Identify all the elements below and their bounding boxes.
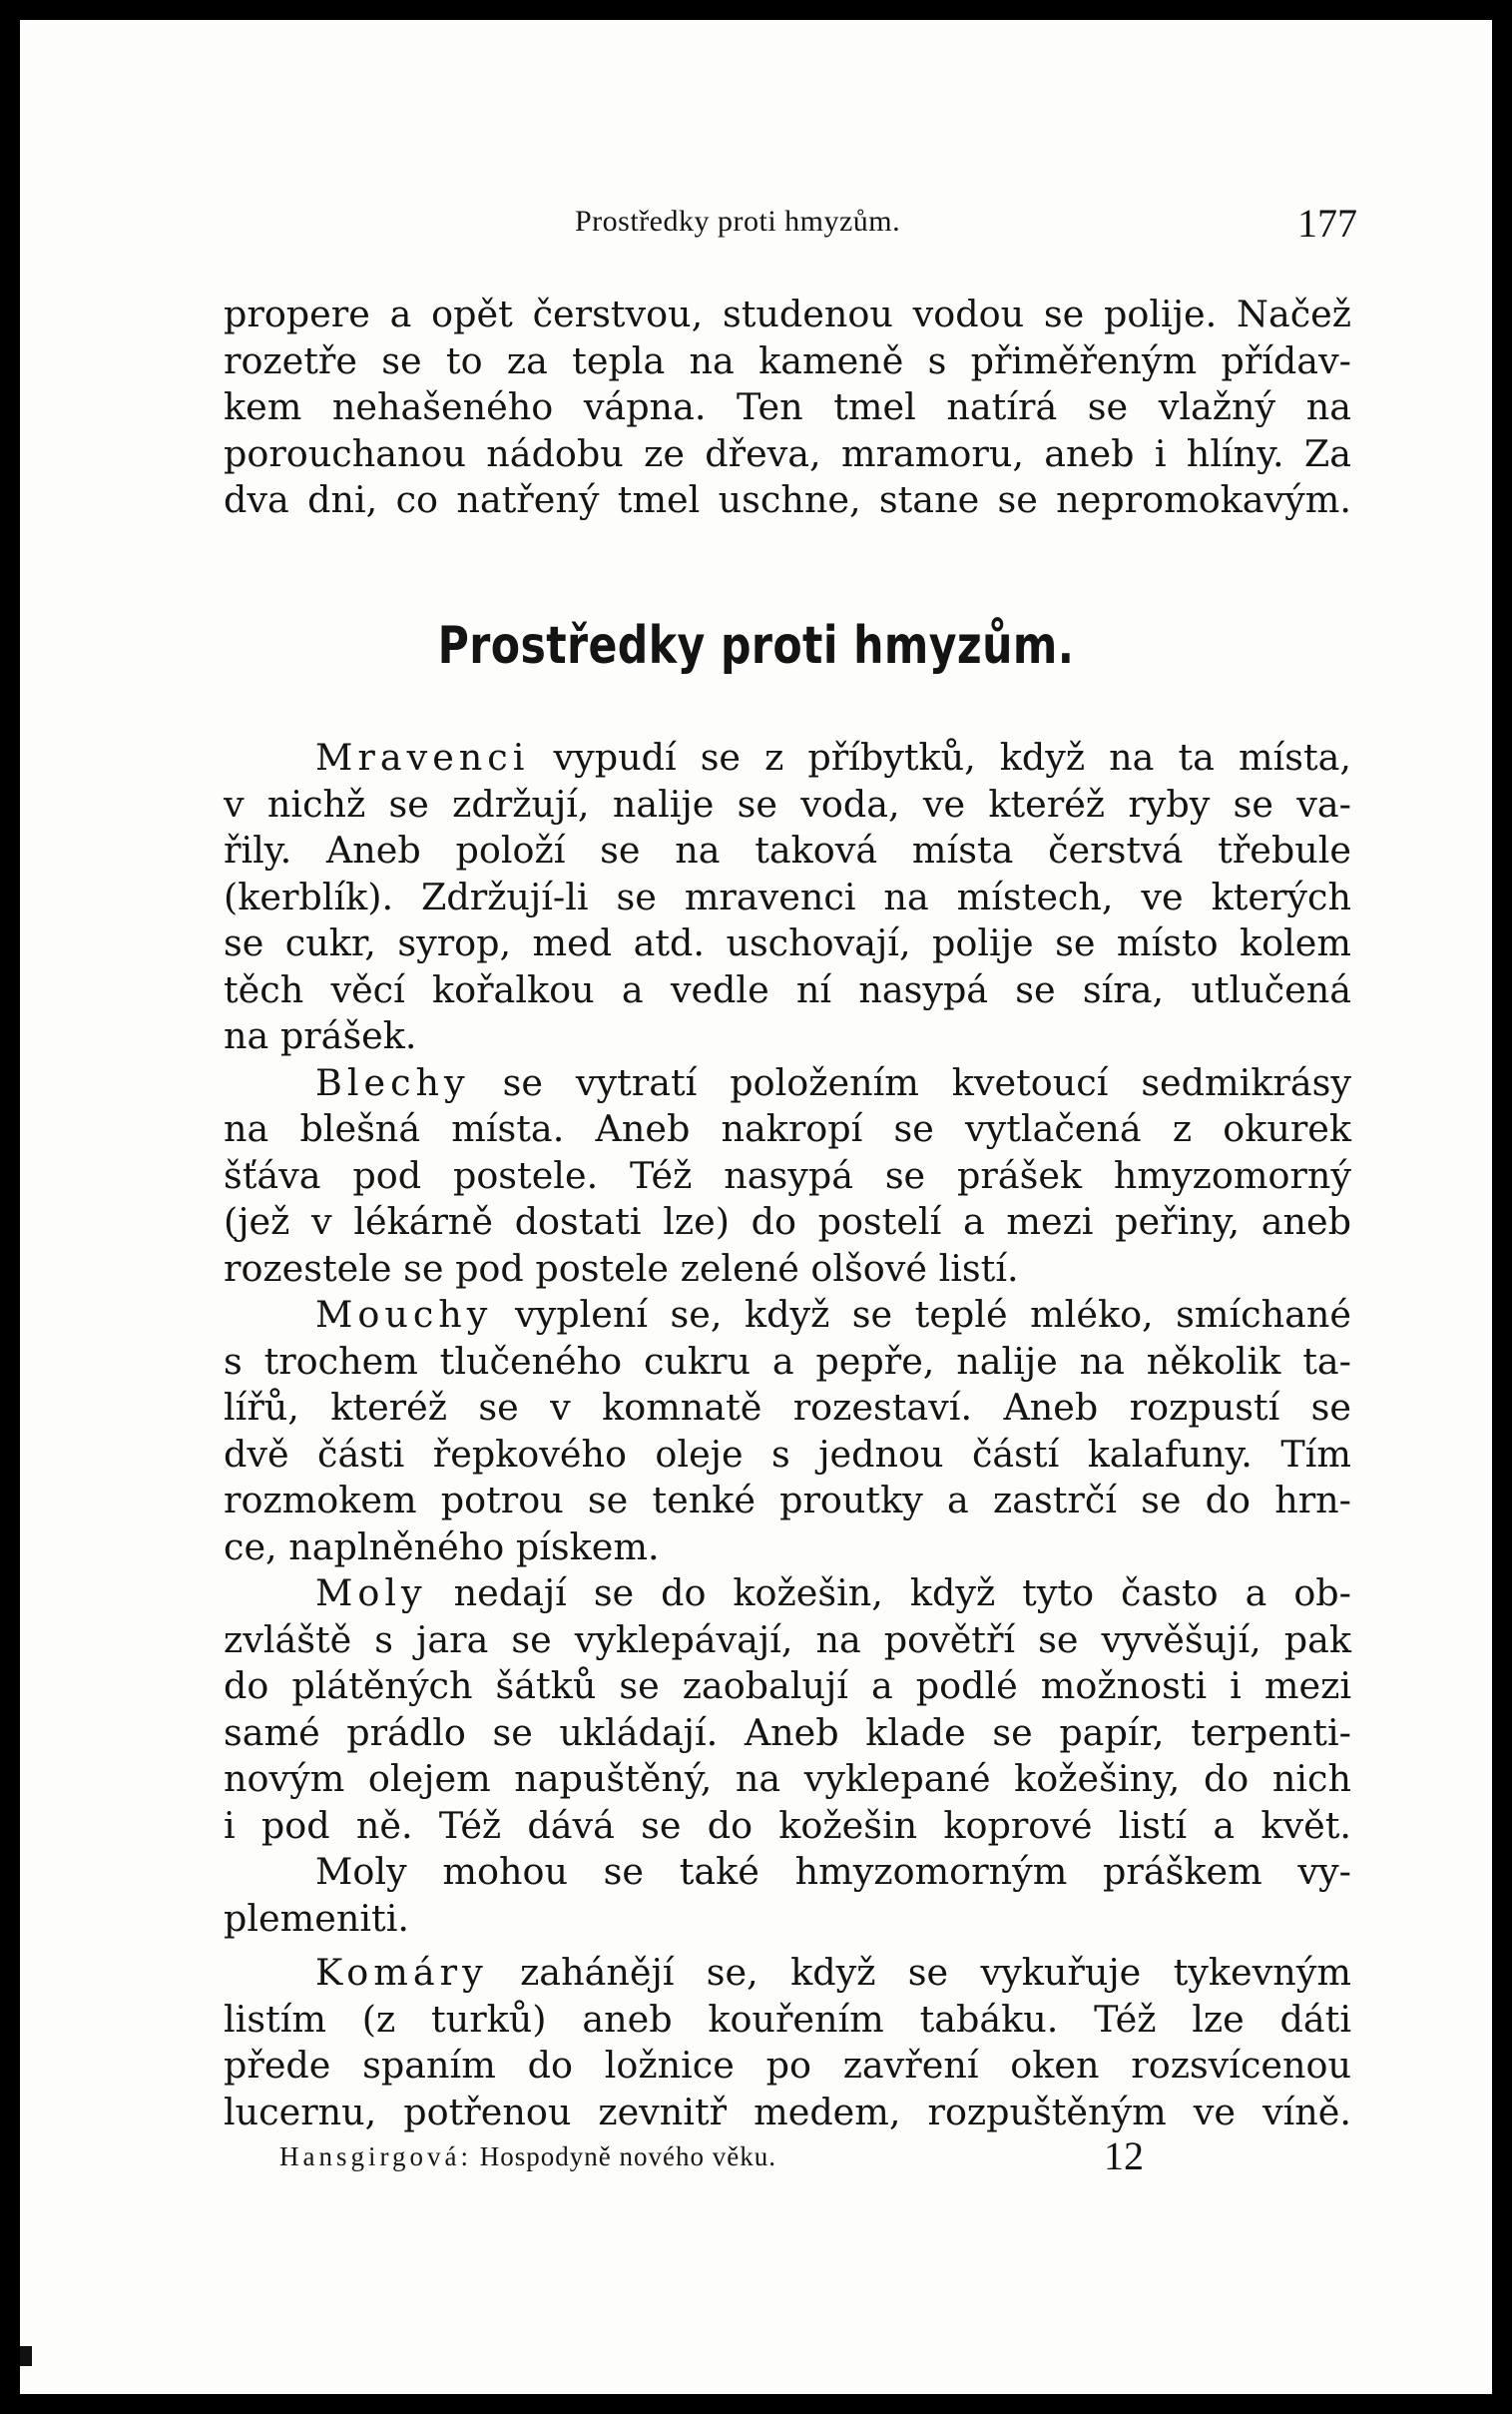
text-line: Moly nedají se do kožešin, když tyto často a ob- [315,1571,1351,1614]
text-line: Moly mohou se také hmyzomorným práškem vy- [315,1850,1351,1893]
footer-book-title: Hospodyně nového věku. [479,2141,776,2171]
text-line: přede spaním do ložnice po zavření oken rozsvícenou [224,2044,1351,2087]
text-line: samé prádlo se ukládají. Aneb klade se papír, terpenti- [224,1710,1351,1754]
text-line: kem nehašeného vápna. Ten tmel natírá se vlažný na [224,385,1351,428]
book-page [20,20,1492,2394]
text-line: s trochem tlučeného cukru a pepře, nalije na několik ta- [224,1339,1351,1383]
text-line: rozmokem potrou se tenké proutky a zastrčí se do hrn- [224,1479,1351,1521]
continuation-paragraph [224,292,1351,524]
scan-edge-mark [20,2346,32,2366]
paragraph-keyword: Blechy [315,1060,470,1104]
text-line: Mouchy vyplení se, když se teplé mléko, smíchané [315,1293,1351,1336]
text-line: dvě části řepkového oleje s jednou částí kalafuny. Tím [224,1432,1351,1476]
signature-number: 12 [1104,2133,1144,2178]
page-number: 177 [1297,201,1357,246]
text-line: propere a opět čerstvou, studenou vodou se polije. Načež [224,293,1351,335]
text-line: řily. Aneb položí se na taková místa čerstvá třebule [224,829,1351,872]
footer-author: Hansgirgová: [279,2141,472,2171]
text-line: lucernu, potřenou zevnitř medem, rozpuštěným ve víně. [224,2090,1351,2133]
text-line: Mravenci vypudí se z příbytků, když na ta místa, [315,736,1351,779]
text-line: v nichž se zdržují, nalije se voda, ve kteréž ryby se va- [224,782,1351,826]
text-line: rozestele se pod postele zelené olšové listí. [224,1246,1019,1290]
text-line: i pod ně. Též dává se do kožešin koprové listí a květ. [224,1803,1351,1847]
text-line: na blešná místa. Aneb nakropí se vytlačená z okurek [224,1107,1351,1150]
text-line: se cukr, syrop, med atd. uschovají, polije se místo kolem [224,921,1351,964]
running-head: Prostředky proti hmyzům. [575,205,901,238]
text-line: na prášek. [224,1014,417,1057]
text-line: do plátěných šátků se zaobalují a podlé možnosti i mezi [224,1664,1351,1707]
text-line: ce, naplněného pískem. [224,1524,660,1568]
text-line: (kerblík). Zdržují-li se mravenci na místech, ve kterých [224,875,1351,918]
text-line: šťáva pod postele. Též nasypá se prášek hmyzomorný [224,1153,1351,1197]
paragraph-keyword: Komáry [315,1951,488,1994]
text-line: porouchanou nádobu ze dřeva, mramoru, aneb i hlíny. Za [224,431,1351,475]
main-text [224,735,1351,2135]
text-line: Blechy se vytratí položením kvetoucí sedmikrásy [315,1060,1351,1104]
text-line: listím (z turků) aneb kouřením tabáku. Též lze dáti [224,1997,1351,2041]
text-line: plemeniti. [224,1896,409,1940]
paragraph-keyword: Mravenci [315,736,530,779]
text-line: těch věcí kořalkou a vedle ní nasypá se síra, utlučená [224,967,1351,1011]
paragraph-keyword: Moly [315,1571,427,1614]
text-line: lířů, kteréž se v komnatě rozestaví. Aneb rozpustí se [224,1386,1351,1429]
text-line: rozetře se to za tepla na kameně s přiměřeným přídav- [224,338,1351,382]
text-line: Komáry zahánějí se, když se vykuřuje tykevným [315,1951,1351,1994]
text-line: (jež v lékárně dostati lze) do postelí a mezi peřiny, aneb [224,1200,1351,1243]
text-line: dva dni, co natřený tmel uschne, stane se nepromokavým. [224,478,1351,521]
paragraph-keyword: Mouchy [315,1293,493,1336]
signature-line [279,2141,776,2172]
text-line: zvláště s jara se vyklepávají, na povětří se vyvěšují, pak [224,1617,1351,1661]
text-line: novým olejem napuštěný, na vyklepané kožešiny, do nich [224,1757,1351,1800]
section-title: Prostředky proti hmyzům. [437,616,1075,676]
